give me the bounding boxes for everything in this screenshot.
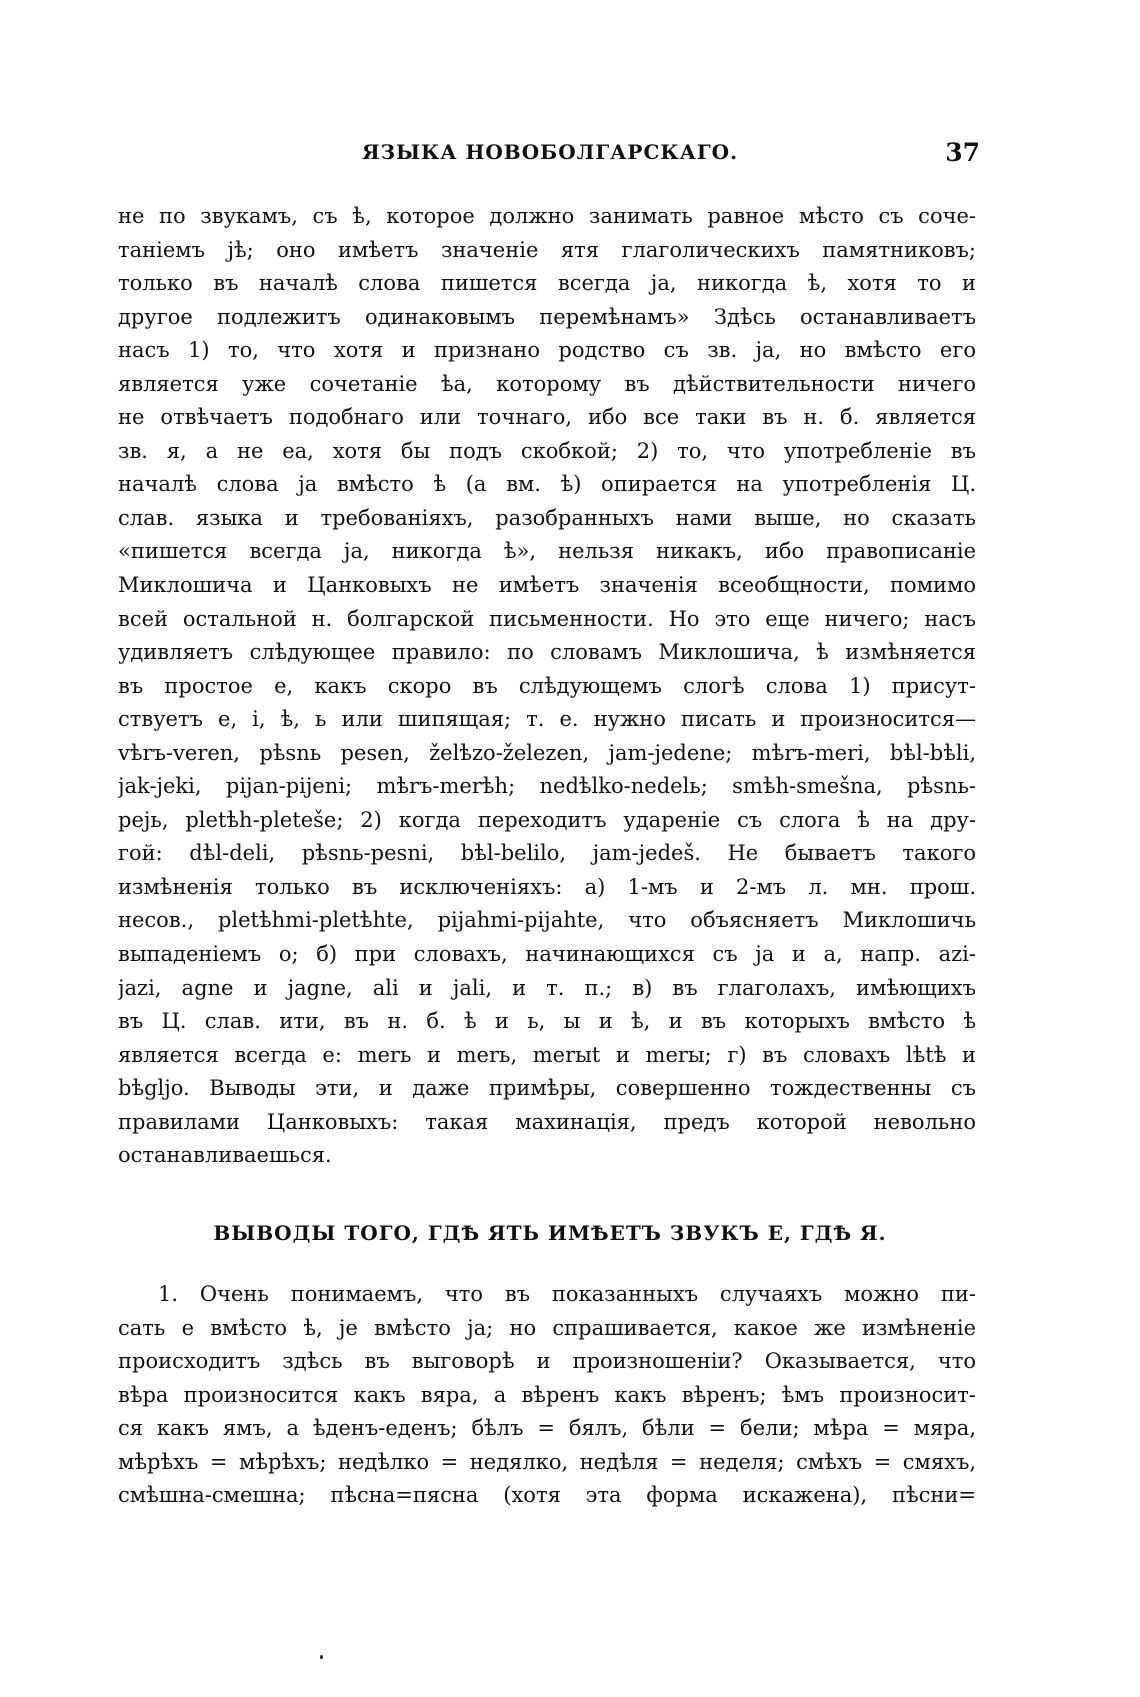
text-line: vѣrъ-veren, pѣsnь pesen, želѣzo-železen, jam-jedene; mѣrъ-meri, bѣl-bѣli, (118, 740, 976, 765)
text-line: 1. Очень понимаемъ, что въ показанныхъ случаяхъ можно пи- (158, 1282, 976, 1306)
text-line: правилами Цанковыхъ: такая махинація, предъ которой невольно (118, 1109, 976, 1134)
text-line: насъ 1) то, что хотя и признано родство съ зв. ја, но вмѣсто его (118, 338, 976, 363)
text-line: въ простое е, какъ скоро въ слѣдующемъ слогѣ слова 1) присут- (118, 673, 976, 698)
text-line: выпаденіемъ о; б) при словахъ, начинающихся съ ја и а, напр. azi- (118, 942, 976, 967)
text-line: jak-jeki, pijan-pijeni; mѣrъ-merѣh; nedѣlko-nedelь; smѣh-smešna, pѣsnь- (118, 774, 976, 799)
text-line: мѣрѣхъ = мѣрѣхъ; недѣлко = недялко, недѣля = неделя; смѣхъ = смяхъ, (118, 1449, 976, 1474)
text-line: pejь, pletѣh-pleteše; 2) когда переходитъ удареніе съ слога ѣ на дру- (118, 807, 976, 832)
page-number: 37 (945, 138, 980, 167)
running-head (120, 140, 980, 174)
text-line: Миклошича и Цанковыхъ не имѣетъ значенія всеобщности, помимо (118, 573, 976, 598)
text-line: слав. языка и требованіяхъ, разобранныхъ нами выше, но сказать (118, 505, 976, 530)
ink-speck (320, 1655, 323, 1659)
text-line: является всегда е: merь и merь, merыt и merы; г) въ словахъ lѣtѣ и (118, 1042, 976, 1067)
text-line: jazi, agne и jagne, ali и jali, и т. п.; в) въ глаголахъ, имѣющихъ (118, 975, 976, 1000)
text-line: не отвѣчаетъ подобнаго или точнаго, ибо все таки въ н. б. является (118, 405, 976, 430)
text-line: ся какъ ямъ, а ѣденъ-еденъ; бѣлъ = бялъ, бѣли = бели; мѣра = мяра, (118, 1416, 976, 1441)
text-line: въ Ц. слав. ити, въ н. б. ѣ и ь, ы и ѣ, и въ которыхъ вмѣсто ѣ (118, 1009, 976, 1034)
text-line: не по звукамъ, съ ѣ, которое должно занимать равное мѣсто съ соче- (118, 204, 976, 228)
text-line: началѣ слова ја вмѣсто ѣ (а вм. ѣ) опирается на употребленія Ц. (118, 472, 976, 497)
text-line: bѣgljo. Выводы эти, и даже примѣры, совершенно тождественны съ (118, 1076, 976, 1101)
running-title: ЯЗЫКА НОВОБОЛГАРСКАГО. (361, 140, 739, 164)
section-heading: ВЫВОДЫ ТОГО, ГДѢ ЯТЬ ИМѢЕТЪ ЗВУКЪ Е, ГДѢ Я. (213, 1221, 887, 1245)
text-line: всей остальной н. болгарской письменности. Но это еще ничего; насъ (118, 606, 976, 631)
text-line: другое подлежитъ одинаковымъ перемѣнамъ» Здѣсь останавливаетъ (118, 304, 976, 329)
text-line: сать е вмѣсто ѣ, је вмѣсто ја; но спрашивается, какое же измѣненіе (118, 1315, 976, 1340)
text-line: несов., pletѣhmi-pletѣhte, pijahmi-pijahte, что объясняетъ Миклошичь (118, 908, 976, 933)
text-line: вѣра произносится какъ вяра, а вѣренъ какъ вѣренъ; ѣмъ произносит- (118, 1382, 976, 1407)
paragraph-main (118, 200, 976, 1173)
text-line: измѣненія только въ исключеніяхъ: а) 1-мъ и 2-мъ л. мн. прош. (118, 874, 976, 899)
text-line: гой: dѣl-deli, pѣsnь-pesni, bѣl-belilo, jam-jedeš. Не бываетъ такого (118, 841, 976, 866)
text-line: ствуетъ е, і, ѣ, ь или шипящая; т. е. нужно писать и произносится— (118, 707, 976, 732)
text-line: «пишется всегда ја, никогда ѣ», нельзя никакъ, ибо правописаніе (118, 539, 976, 564)
text-line: смѣшна-смешна; пѣсна=пясна (хотя эта форма искажена), пѣсни= (118, 1483, 976, 1508)
text-line: зв. я, а не еа, хотя бы подъ скобкой; 2) то, что употребленіе въ (118, 438, 976, 463)
text-line: является уже сочетаніе ѣа, которому въ дѣйствительности ничего (118, 371, 976, 396)
text-line: останавливаешься. (118, 1143, 332, 1168)
text-line: только въ началѣ слова пишется всегда ја, никогда ѣ, хотя то и (118, 271, 976, 296)
text-line: происходитъ здѣсь въ выговорѣ и произношеніи? Оказывается, что (118, 1349, 976, 1374)
text-line: таніемъ јѣ; оно имѣетъ значеніе ятя глаголическихъ памятниковъ; (118, 237, 976, 262)
paragraph-second (118, 1278, 976, 1513)
text-line: удивляетъ слѣдующее правило: по словамъ Миклошича, ѣ измѣняется (118, 640, 976, 665)
